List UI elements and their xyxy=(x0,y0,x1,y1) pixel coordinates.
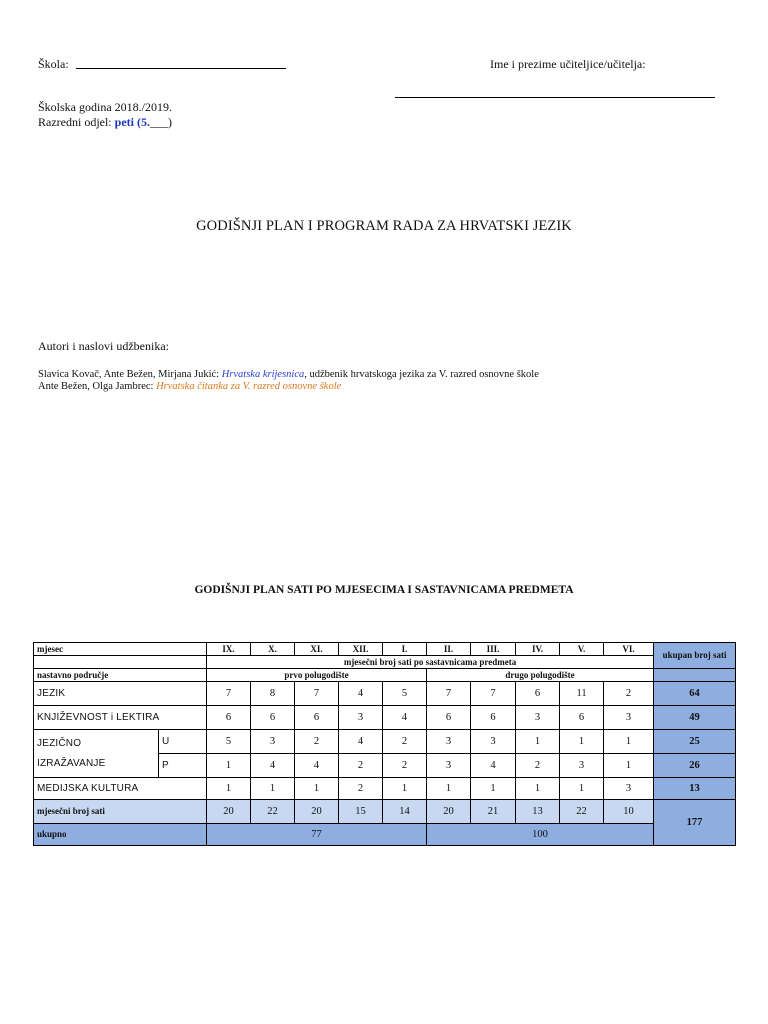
cell: 3 xyxy=(604,706,654,730)
cell: 3 xyxy=(471,730,516,754)
sub-label: U xyxy=(159,730,207,754)
cell: 3 xyxy=(604,778,654,800)
row-total: 26 xyxy=(654,754,736,778)
cell: 6 xyxy=(251,706,295,730)
row-total: 25 xyxy=(654,730,736,754)
span-header-row xyxy=(34,656,736,669)
empty-cell xyxy=(34,656,207,669)
class-prefix: Razredni odjel: xyxy=(38,115,112,129)
cell: 20 xyxy=(295,800,339,824)
class-value: peti (5. xyxy=(114,115,150,129)
cell: 6 xyxy=(427,706,471,730)
monthly-total-row xyxy=(34,800,736,824)
cell: 1 xyxy=(471,778,516,800)
half1-total: 77 xyxy=(207,824,427,846)
authors-line-2 xyxy=(38,381,341,392)
total-header: ukupan broj sati xyxy=(654,643,736,669)
cell: 8 xyxy=(251,682,295,706)
table-row xyxy=(34,778,736,800)
cell: 2 xyxy=(295,730,339,754)
cell: 6 xyxy=(560,706,604,730)
cell: 4 xyxy=(471,754,516,778)
cell: 2 xyxy=(339,778,383,800)
month-cell: XI. xyxy=(295,643,339,656)
cell: 3 xyxy=(339,706,383,730)
cell: 20 xyxy=(427,800,471,824)
authors-2: Ante Bežen, Olga Jambrec: xyxy=(38,381,154,392)
class-line xyxy=(38,115,172,130)
cell: 3 xyxy=(516,706,560,730)
school-label: Škola: xyxy=(38,57,69,71)
cell: 6 xyxy=(207,706,251,730)
authors-line-1 xyxy=(38,369,539,380)
school-year: Školska godina 2018./2019. xyxy=(38,100,172,114)
month-cell: XII. xyxy=(339,643,383,656)
cell: 1 xyxy=(295,778,339,800)
row-total: 13 xyxy=(654,778,736,800)
overall-label: ukupno xyxy=(34,824,207,846)
cell: 1 xyxy=(560,778,604,800)
monthly-label: mjesečni broj sati xyxy=(34,800,207,824)
cell: 1 xyxy=(516,778,560,800)
cell: 2 xyxy=(604,682,654,706)
cell: 4 xyxy=(251,754,295,778)
half2-total: 100 xyxy=(427,824,654,846)
cell: 1 xyxy=(560,730,604,754)
row-total: 49 xyxy=(654,706,736,730)
cell: 10 xyxy=(604,800,654,824)
cell: 2 xyxy=(383,754,427,778)
cell: 1 xyxy=(207,778,251,800)
cell: 21 xyxy=(471,800,516,824)
month-cell: II. xyxy=(427,643,471,656)
month-header: mjesec xyxy=(34,643,207,656)
cell: 3 xyxy=(427,730,471,754)
cell: 3 xyxy=(251,730,295,754)
grand-total: 177 xyxy=(654,800,736,846)
cell: 4 xyxy=(339,730,383,754)
row-label: MEDIJSKA KULTURA xyxy=(34,778,207,800)
month-cell: IX. xyxy=(207,643,251,656)
cell: 2 xyxy=(339,754,383,778)
cell: 7 xyxy=(427,682,471,706)
cell: 1 xyxy=(207,754,251,778)
sub-label: P xyxy=(159,754,207,778)
month-cell: III. xyxy=(471,643,516,656)
row-label: JEZIK xyxy=(34,682,207,706)
cell: 1 xyxy=(516,730,560,754)
authors-1: Slavica Kovač, Ante Bežen, Mirjana Jukić: xyxy=(38,369,220,380)
teacher-field-line[interactable] xyxy=(395,97,715,98)
book-desc-1: , udžbenik hrvatskoga jezika za V. razred osnovne škole xyxy=(304,369,539,380)
cell: 6 xyxy=(516,682,560,706)
book-title-1: Hrvatska krijesnica xyxy=(221,369,305,380)
cell: 14 xyxy=(383,800,427,824)
month-cell: X. xyxy=(251,643,295,656)
row-total: 64 xyxy=(654,682,736,706)
cell: 3 xyxy=(427,754,471,778)
cell: 1 xyxy=(604,754,654,778)
expression-label-line2: IZRAŽAVANJE xyxy=(37,757,106,769)
cell: 4 xyxy=(383,706,427,730)
cell: 3 xyxy=(560,754,604,778)
table-row xyxy=(34,682,736,706)
hours-table xyxy=(33,642,736,846)
expression-label xyxy=(34,730,159,778)
expression-label-line1: JEZIČNO xyxy=(37,737,82,749)
cell: 15 xyxy=(339,800,383,824)
overall-row xyxy=(34,824,736,846)
cell: 13 xyxy=(516,800,560,824)
cell: 1 xyxy=(251,778,295,800)
span-header: mjesečni broj sati po sastavnicama predmeta xyxy=(207,656,654,669)
class-suffix: ___) xyxy=(149,115,172,129)
halves-row xyxy=(34,669,736,682)
cell: 5 xyxy=(207,730,251,754)
cell: 6 xyxy=(295,706,339,730)
cell: 1 xyxy=(427,778,471,800)
half1-label: prvo polugodište xyxy=(207,669,427,682)
month-cell: V. xyxy=(560,643,604,656)
cell: 2 xyxy=(383,730,427,754)
cell: 11 xyxy=(560,682,604,706)
cell: 22 xyxy=(560,800,604,824)
cell: 5 xyxy=(383,682,427,706)
row-label: KNJIŽEVNOST i LEKTIRA xyxy=(34,706,207,730)
cell: 20 xyxy=(207,800,251,824)
cell: 4 xyxy=(339,682,383,706)
cell: 1 xyxy=(604,730,654,754)
table-row xyxy=(34,706,736,730)
half2-label: drugo polugodište xyxy=(427,669,654,682)
cell: 7 xyxy=(295,682,339,706)
empty-cell xyxy=(654,669,736,682)
cell: 4 xyxy=(295,754,339,778)
area-label: nastavno područje xyxy=(34,669,207,682)
month-cell: I. xyxy=(383,643,427,656)
cell: 22 xyxy=(251,800,295,824)
month-cell: VI. xyxy=(604,643,654,656)
cell: 7 xyxy=(207,682,251,706)
cell: 1 xyxy=(383,778,427,800)
school-field-line[interactable] xyxy=(76,68,286,69)
cell: 2 xyxy=(516,754,560,778)
months-row xyxy=(34,643,736,656)
teacher-label: Ime i prezime učiteljice/učitelja: xyxy=(490,57,646,71)
table-row xyxy=(34,730,736,754)
authors-label: Autori i naslovi udžbenika: xyxy=(38,339,169,353)
cell: 6 xyxy=(471,706,516,730)
page-title: GODIŠNJI PLAN I PROGRAM RADA ZA HRVATSKI JEZIK xyxy=(196,218,572,234)
book-title-2: Hrvatska čitanka za V. razred osnovne škole xyxy=(156,381,342,392)
cell: 7 xyxy=(471,682,516,706)
table-title: GODIŠNJI PLAN SATI PO MJESECIMA I SASTAVNICAMA PREDMETA xyxy=(194,584,574,596)
month-cell: IV. xyxy=(516,643,560,656)
